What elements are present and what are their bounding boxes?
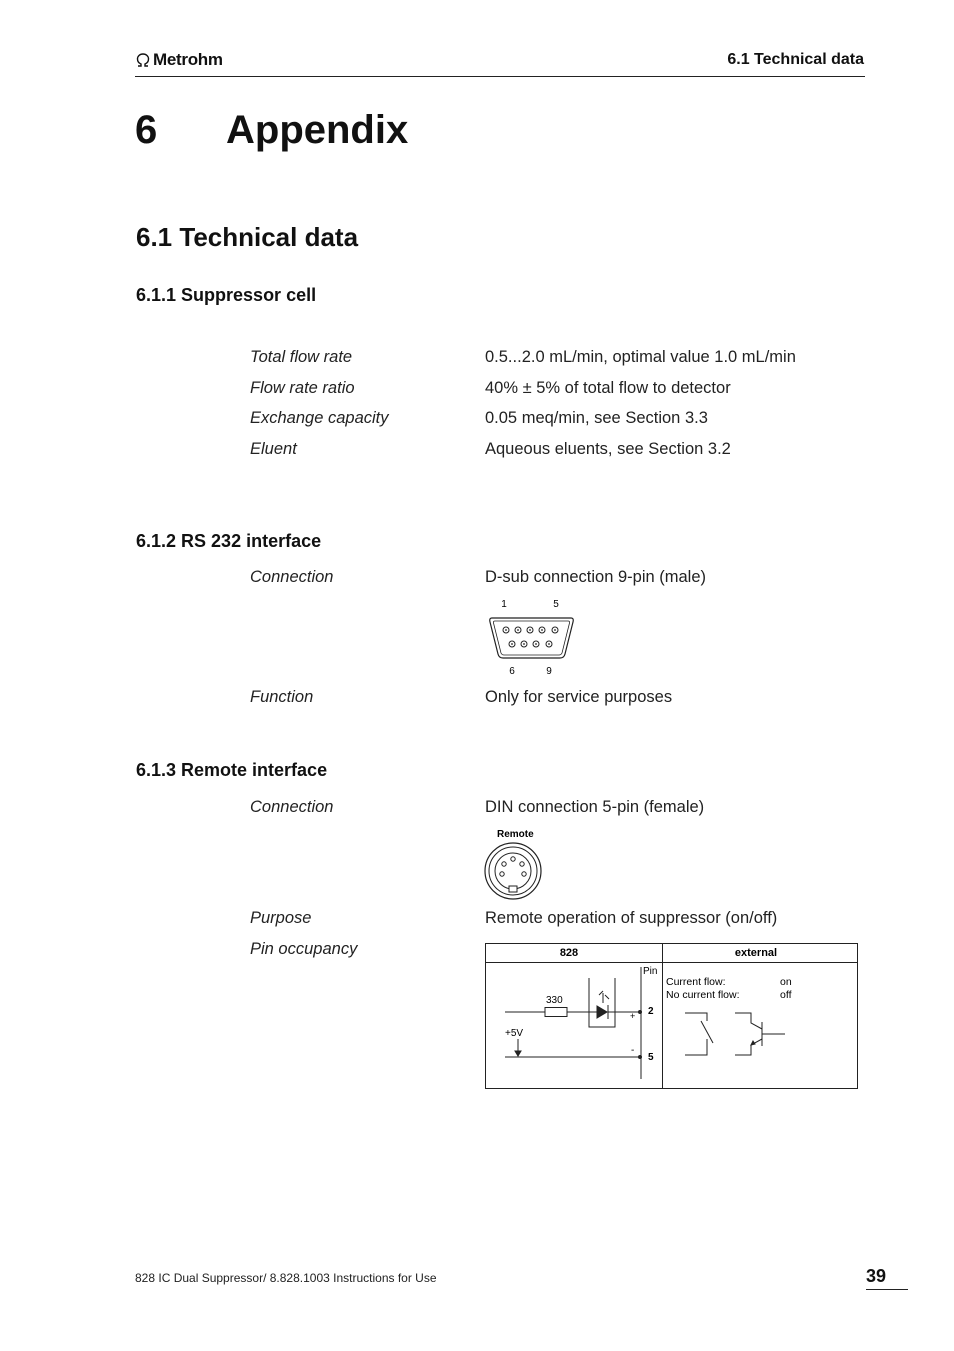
table-header-external: external bbox=[734, 947, 778, 959]
pin-number-label: 9 bbox=[546, 666, 552, 677]
section-title: 6.1 Technical data bbox=[136, 222, 359, 252]
rs232-function-value: Only for service purposes bbox=[485, 688, 673, 706]
footer-document-title: 828 IC Dual Suppressor/ 8.828.1003 Instructions for Use bbox=[135, 1271, 437, 1285]
omega-logo-icon bbox=[135, 52, 151, 68]
transistor-symbol-icon bbox=[735, 1013, 785, 1055]
pin-number-label: 5 bbox=[553, 599, 559, 610]
pin-number: 2 bbox=[648, 1006, 654, 1017]
current-flow-value: on bbox=[780, 976, 792, 988]
switch-symbol-icon bbox=[685, 1013, 713, 1055]
pin-occupancy-label: Pin occupancy bbox=[250, 940, 358, 958]
circuit-828 bbox=[505, 967, 641, 1079]
remote-purpose-label: Purpose bbox=[250, 909, 312, 927]
rs232-connection-value: D-sub connection 9-pin (male) bbox=[485, 568, 707, 586]
spec-value: 0.5...2.0 mL/min, optimal value 1.0 mL/min bbox=[485, 348, 796, 366]
brand-logo bbox=[135, 50, 223, 70]
dsub-connector-diagram bbox=[485, 596, 580, 680]
spec-value: 0.05 meq/min, see Section 3.3 bbox=[485, 409, 708, 427]
remote-purpose-value: Remote operation of suppressor (on/off) bbox=[485, 909, 778, 927]
current-flow-label: Current flow: bbox=[666, 976, 726, 988]
remote-connection-value: DIN connection 5-pin (female) bbox=[485, 798, 705, 816]
no-current-label: No current flow: bbox=[666, 989, 740, 1001]
pin-number-label: 1 bbox=[501, 599, 507, 610]
pin-occupancy-table bbox=[485, 943, 858, 1089]
table-header-828: 828 bbox=[559, 947, 579, 959]
remote-connection-label: Connection bbox=[250, 798, 334, 816]
plus-sign: + bbox=[630, 1011, 636, 1021]
pin-number-label: 6 bbox=[509, 666, 515, 677]
resistor-label: 330 bbox=[546, 995, 563, 1006]
rs232-connection-label: Connection bbox=[250, 568, 334, 586]
spec-value: Aqueous eluents, see Section 3.2 bbox=[485, 440, 731, 458]
page-number-rule bbox=[866, 1289, 908, 1290]
pin-number: 5 bbox=[648, 1052, 654, 1063]
spec-label: Exchange capacity bbox=[250, 409, 389, 427]
chapter-title: Appendix bbox=[226, 108, 409, 152]
spec-value: 40% ± 5% of total flow to detector bbox=[485, 379, 731, 397]
voltage-label: +5V bbox=[505, 1028, 524, 1039]
minus-sign: - bbox=[631, 1045, 635, 1056]
subsection-suppressor-heading: 6.1.1 Suppressor cell bbox=[136, 285, 317, 305]
spec-label: Eluent bbox=[250, 440, 297, 458]
logo-text: Metrohm bbox=[153, 50, 223, 69]
subsection-rs232-heading: 6.1.2 RS 232 interface bbox=[136, 531, 322, 551]
pin-dot bbox=[638, 1055, 642, 1059]
running-header: 6.1 Technical data bbox=[727, 51, 864, 68]
chapter-number: 6 bbox=[135, 108, 158, 152]
spec-label: Total flow rate bbox=[250, 348, 353, 366]
pin-dot bbox=[638, 1010, 642, 1014]
no-current-value: off bbox=[780, 989, 792, 1001]
rs232-function-label: Function bbox=[250, 688, 314, 706]
pin-header: Pin bbox=[643, 966, 658, 977]
header-rule bbox=[135, 76, 865, 77]
din-socket-diagram bbox=[483, 825, 545, 903]
page-number: 39 bbox=[866, 1266, 887, 1286]
socket-label: Remote bbox=[497, 829, 534, 840]
subsection-remote-heading: 6.1.3 Remote interface bbox=[136, 760, 328, 780]
spec-label: Flow rate ratio bbox=[250, 379, 355, 397]
